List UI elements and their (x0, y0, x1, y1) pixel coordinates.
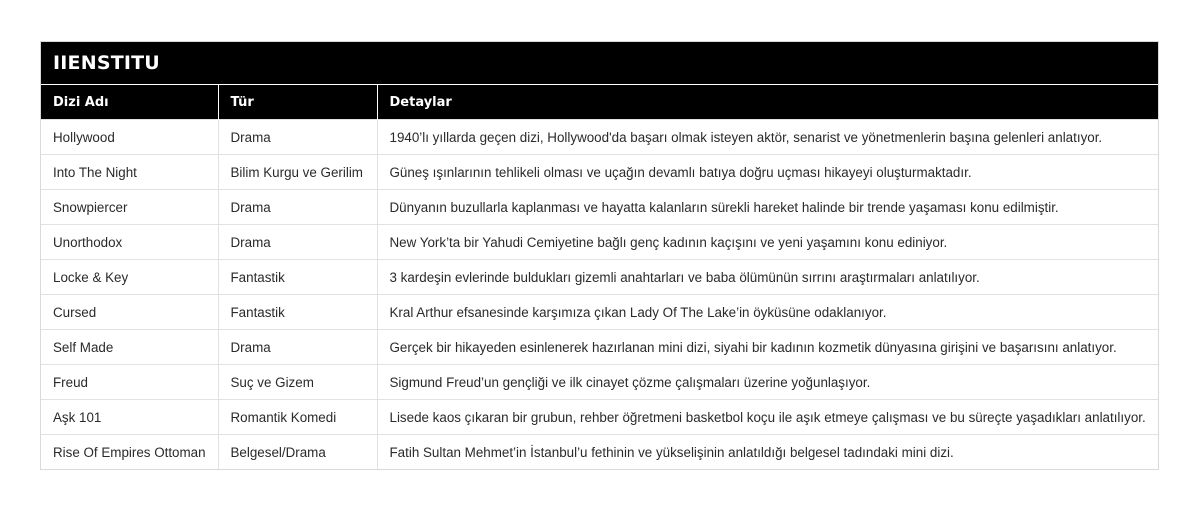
cell-details: 3 kardeşin evlerinde buldukları gizemli anahtarları ve baba ölümünün sırrını araştırmaları anlatılıyor. (377, 260, 1158, 295)
cell-details: 1940’lı yıllarda geçen dizi, Hollywood'da başarı olmak isteyen aktör, senarist ve yönetmenlerin başına gelenleri anlatıyor. (377, 120, 1158, 155)
table-row (41, 120, 1158, 155)
cell-genre: Drama (218, 190, 377, 225)
table-row (41, 190, 1158, 225)
cell-name: Into The Night (41, 155, 218, 190)
column-header-details: Detaylar (377, 85, 1158, 120)
cell-genre: Romantik Komedi (218, 400, 377, 435)
cell-name: Locke & Key (41, 260, 218, 295)
table-row (41, 400, 1158, 435)
cell-details: Gerçek bir hikayeden esinlenerek hazırlanan mini dizi, siyahi bir kadının kozmetik dünyasına girişini ve başarısını anlatıyor. (377, 330, 1158, 365)
cell-name: Cursed (41, 295, 218, 330)
cell-details: Kral Arthur efsanesinde karşımıza çıkan Lady Of The Lake’in öyküsüne odaklanıyor. (377, 295, 1158, 330)
cell-details: Güneş ışınlarının tehlikeli olması ve uçağın devamlı batıya doğru uçması hikayeyi oluşturmaktadır. (377, 155, 1158, 190)
cell-genre: Bilim Kurgu ve Gerilim (218, 155, 377, 190)
cell-genre: Drama (218, 330, 377, 365)
series-table-card (40, 41, 1159, 470)
table-row (41, 295, 1158, 330)
table-row (41, 260, 1158, 295)
table-row (41, 435, 1158, 470)
series-table (41, 85, 1158, 469)
cell-name: Aşk 101 (41, 400, 218, 435)
cell-name: Freud (41, 365, 218, 400)
cell-name: Unorthodox (41, 225, 218, 260)
cell-genre: Drama (218, 120, 377, 155)
cell-details: Lisede kaos çıkaran bir grubun, rehber öğretmeni basketbol koçu ile aşık etmeye çalışması ve bu süreçte yaşadıkları anlatılıyor. (377, 400, 1158, 435)
column-header-name: Dizi Adı (41, 85, 218, 120)
cell-genre: Drama (218, 225, 377, 260)
table-row (41, 155, 1158, 190)
cell-details: Dünyanın buzullarla kaplanması ve hayatta kalanların sürekli hareket halinde bir trende yaşaması konu edilmiştir. (377, 190, 1158, 225)
cell-genre: Fantastik (218, 260, 377, 295)
cell-genre: Suç ve Gizem (218, 365, 377, 400)
table-row (41, 365, 1158, 400)
table-header-row (41, 85, 1158, 120)
cell-name: Hollywood (41, 120, 218, 155)
table-row (41, 225, 1158, 260)
column-header-genre: Tür (218, 85, 377, 120)
cell-name: Rise Of Empires Ottoman (41, 435, 218, 470)
cell-genre: Belgesel/Drama (218, 435, 377, 470)
cell-name: Self Made (41, 330, 218, 365)
cell-name: Snowpiercer (41, 190, 218, 225)
cell-genre: Fantastik (218, 295, 377, 330)
brand-title: IIENSTITU (41, 42, 1158, 85)
cell-details: Fatih Sultan Mehmet’in İstanbul’u fethinin ve yükselişinin anlatıldığı belgesel tadındaki mini dizi. (377, 435, 1158, 470)
table-row (41, 330, 1158, 365)
cell-details: New York’ta bir Yahudi Cemiyetine bağlı genç kadının kaçışını ve yeni yaşamını konu ediniyor. (377, 225, 1158, 260)
cell-details: Sigmund Freud’un gençliği ve ilk cinayet çözme çalışmaları üzerine yoğunlaşıyor. (377, 365, 1158, 400)
